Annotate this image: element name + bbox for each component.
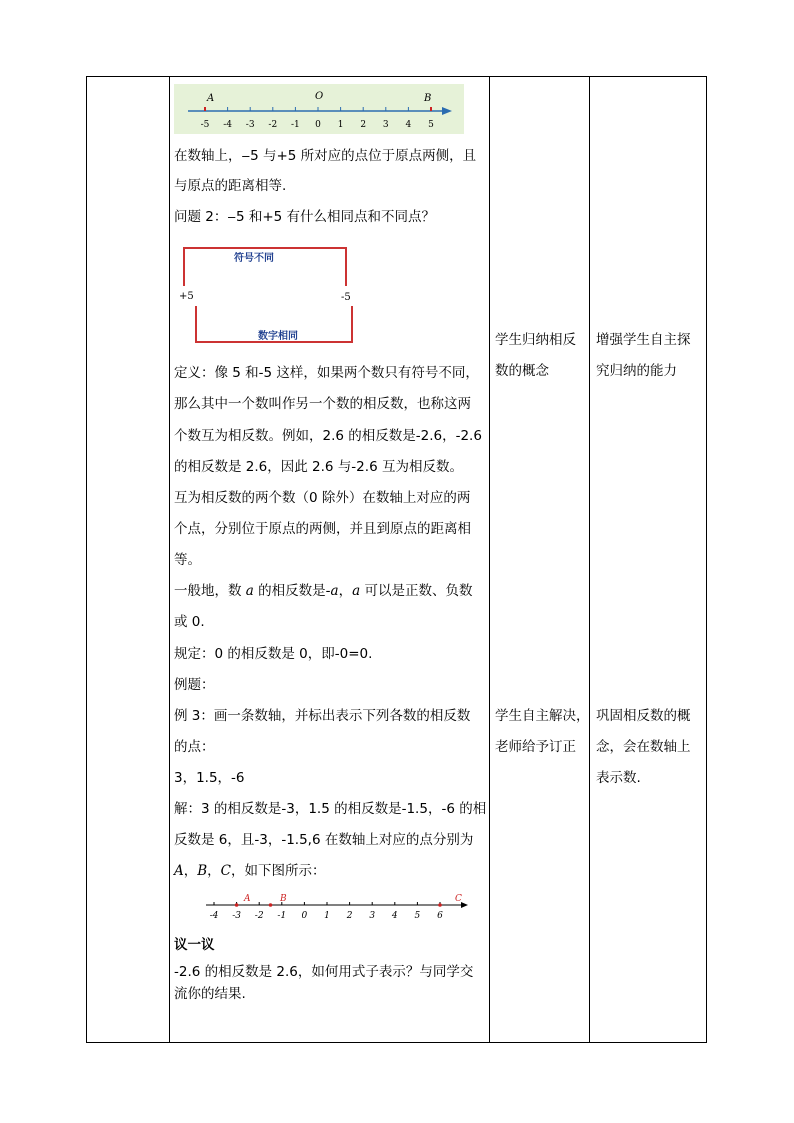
tick-label: -1: [291, 120, 300, 130]
left-value: +5: [179, 291, 194, 302]
rule-line: 规定：0 的相反数是 0，即-0=0.: [174, 646, 373, 662]
column-divider: [489, 77, 490, 1042]
marked-point: [269, 903, 273, 907]
point-b-label: B: [424, 93, 432, 104]
general-statement: 一般地，数 a 的相反数是-a，a 可以是正数、负数: [174, 583, 473, 599]
column-divider: [169, 77, 170, 1042]
tick-label: -4: [223, 120, 232, 130]
number-line-figure-1: [174, 84, 464, 134]
tick-label: 1: [324, 911, 330, 921]
tick-label: 3: [369, 911, 376, 921]
purpose-note: 巩固相反数的概 念，会在数轴上 表示数.: [596, 708, 691, 786]
example-3-values: 3，1.5，-6: [174, 770, 245, 786]
tick-label: -3: [232, 911, 241, 921]
example-3-line: 例 3：画一条数轴，并标出表示下列各数的相反数: [174, 708, 471, 724]
example-heading: 例题：: [174, 677, 215, 693]
discuss-line: 流你的结果.: [174, 986, 246, 1002]
property-line: 互为相反数的两个数（0 除外）在数轴上对应的两: [174, 490, 471, 506]
tick-label: 3: [382, 120, 389, 130]
right-value: -5: [341, 292, 351, 303]
tick-label: 4: [405, 120, 412, 130]
definition-line: 个数互为相反数。例如，2.6 的相反数是-2.6，-2.6: [174, 428, 482, 444]
point-a-label: A: [207, 93, 215, 104]
tick-label: 5: [414, 911, 421, 921]
example-3-line: 的点：: [174, 739, 215, 755]
tick-label: 2: [360, 120, 367, 130]
text-line: 与原点的距离相等.: [174, 178, 287, 194]
axis-arrow: [461, 902, 468, 908]
tick-label: 4: [391, 911, 398, 921]
definition-line: 定义：像 5 和-5 这样，如果两个数只有符号不同，: [174, 365, 479, 381]
definition-line: 的相反数是 2.6，因此 2.6 与-2.6 互为相反数。: [174, 459, 463, 475]
tick-label: 0: [301, 911, 308, 921]
marked-point: [235, 903, 239, 907]
tick-label: 2: [346, 911, 353, 921]
tick-label: 1: [337, 120, 344, 130]
tick-label: -1: [277, 911, 287, 921]
origin-label: O: [315, 91, 324, 102]
tick-label: -4: [209, 911, 219, 921]
solution-line: 解：3 的相反数是-3，1.5 的相反数是-1.5，-6 的相: [174, 801, 487, 817]
solution-line: 反数是 6，且-3，-1.5,6 在数轴上对应的点分别为: [174, 832, 474, 848]
text-line: 在数轴上，‒5 与+5 所对应的点位于原点两侧，且: [174, 148, 477, 164]
number-line-figure-2: [202, 890, 472, 922]
bottom-label: 数字相同: [258, 331, 298, 342]
solution-line: A，B，C，如下图所示：: [174, 863, 326, 879]
point-a-label: A: [244, 894, 251, 904]
top-label: 符号不同: [234, 253, 274, 264]
question-2: 问题 2：‒5 和+5 有什么相同点和不同点？: [174, 209, 436, 225]
point-c-label: C: [455, 894, 462, 904]
discuss-line: -2.6 的相反数是 2.6，如何用式子表示？与同学交: [174, 964, 474, 980]
definition-line: 那么其中一个数叫作另一个数的相反数，也称这两: [174, 396, 471, 412]
tick-label: -5: [200, 120, 210, 130]
tick-label: -2: [254, 911, 264, 921]
marked-point: [438, 903, 442, 907]
property-line: 等。: [174, 552, 201, 568]
column-divider: [589, 77, 590, 1042]
sign-comparison-diagram: [174, 242, 364, 348]
tick-label: 0: [315, 120, 321, 130]
tick-label: -2: [268, 120, 278, 130]
point-b-label: B: [280, 894, 287, 904]
property-line: 个点，分别位于原点的两侧，并且到原点的距离相: [174, 521, 471, 537]
discuss-heading: 议一议: [174, 937, 215, 953]
purpose-note: 增强学生自主探 究归纳的能力: [596, 332, 691, 379]
tick-label: 5: [428, 120, 434, 130]
general-statement-cont: 或 0.: [174, 614, 205, 630]
tick-label: 6: [437, 911, 443, 921]
student-activity-note: 学生自主解决， 老师给予订正: [495, 708, 590, 755]
tick-label: -3: [245, 120, 255, 130]
student-activity-note: 学生归纳相反 数的概念: [495, 332, 576, 379]
